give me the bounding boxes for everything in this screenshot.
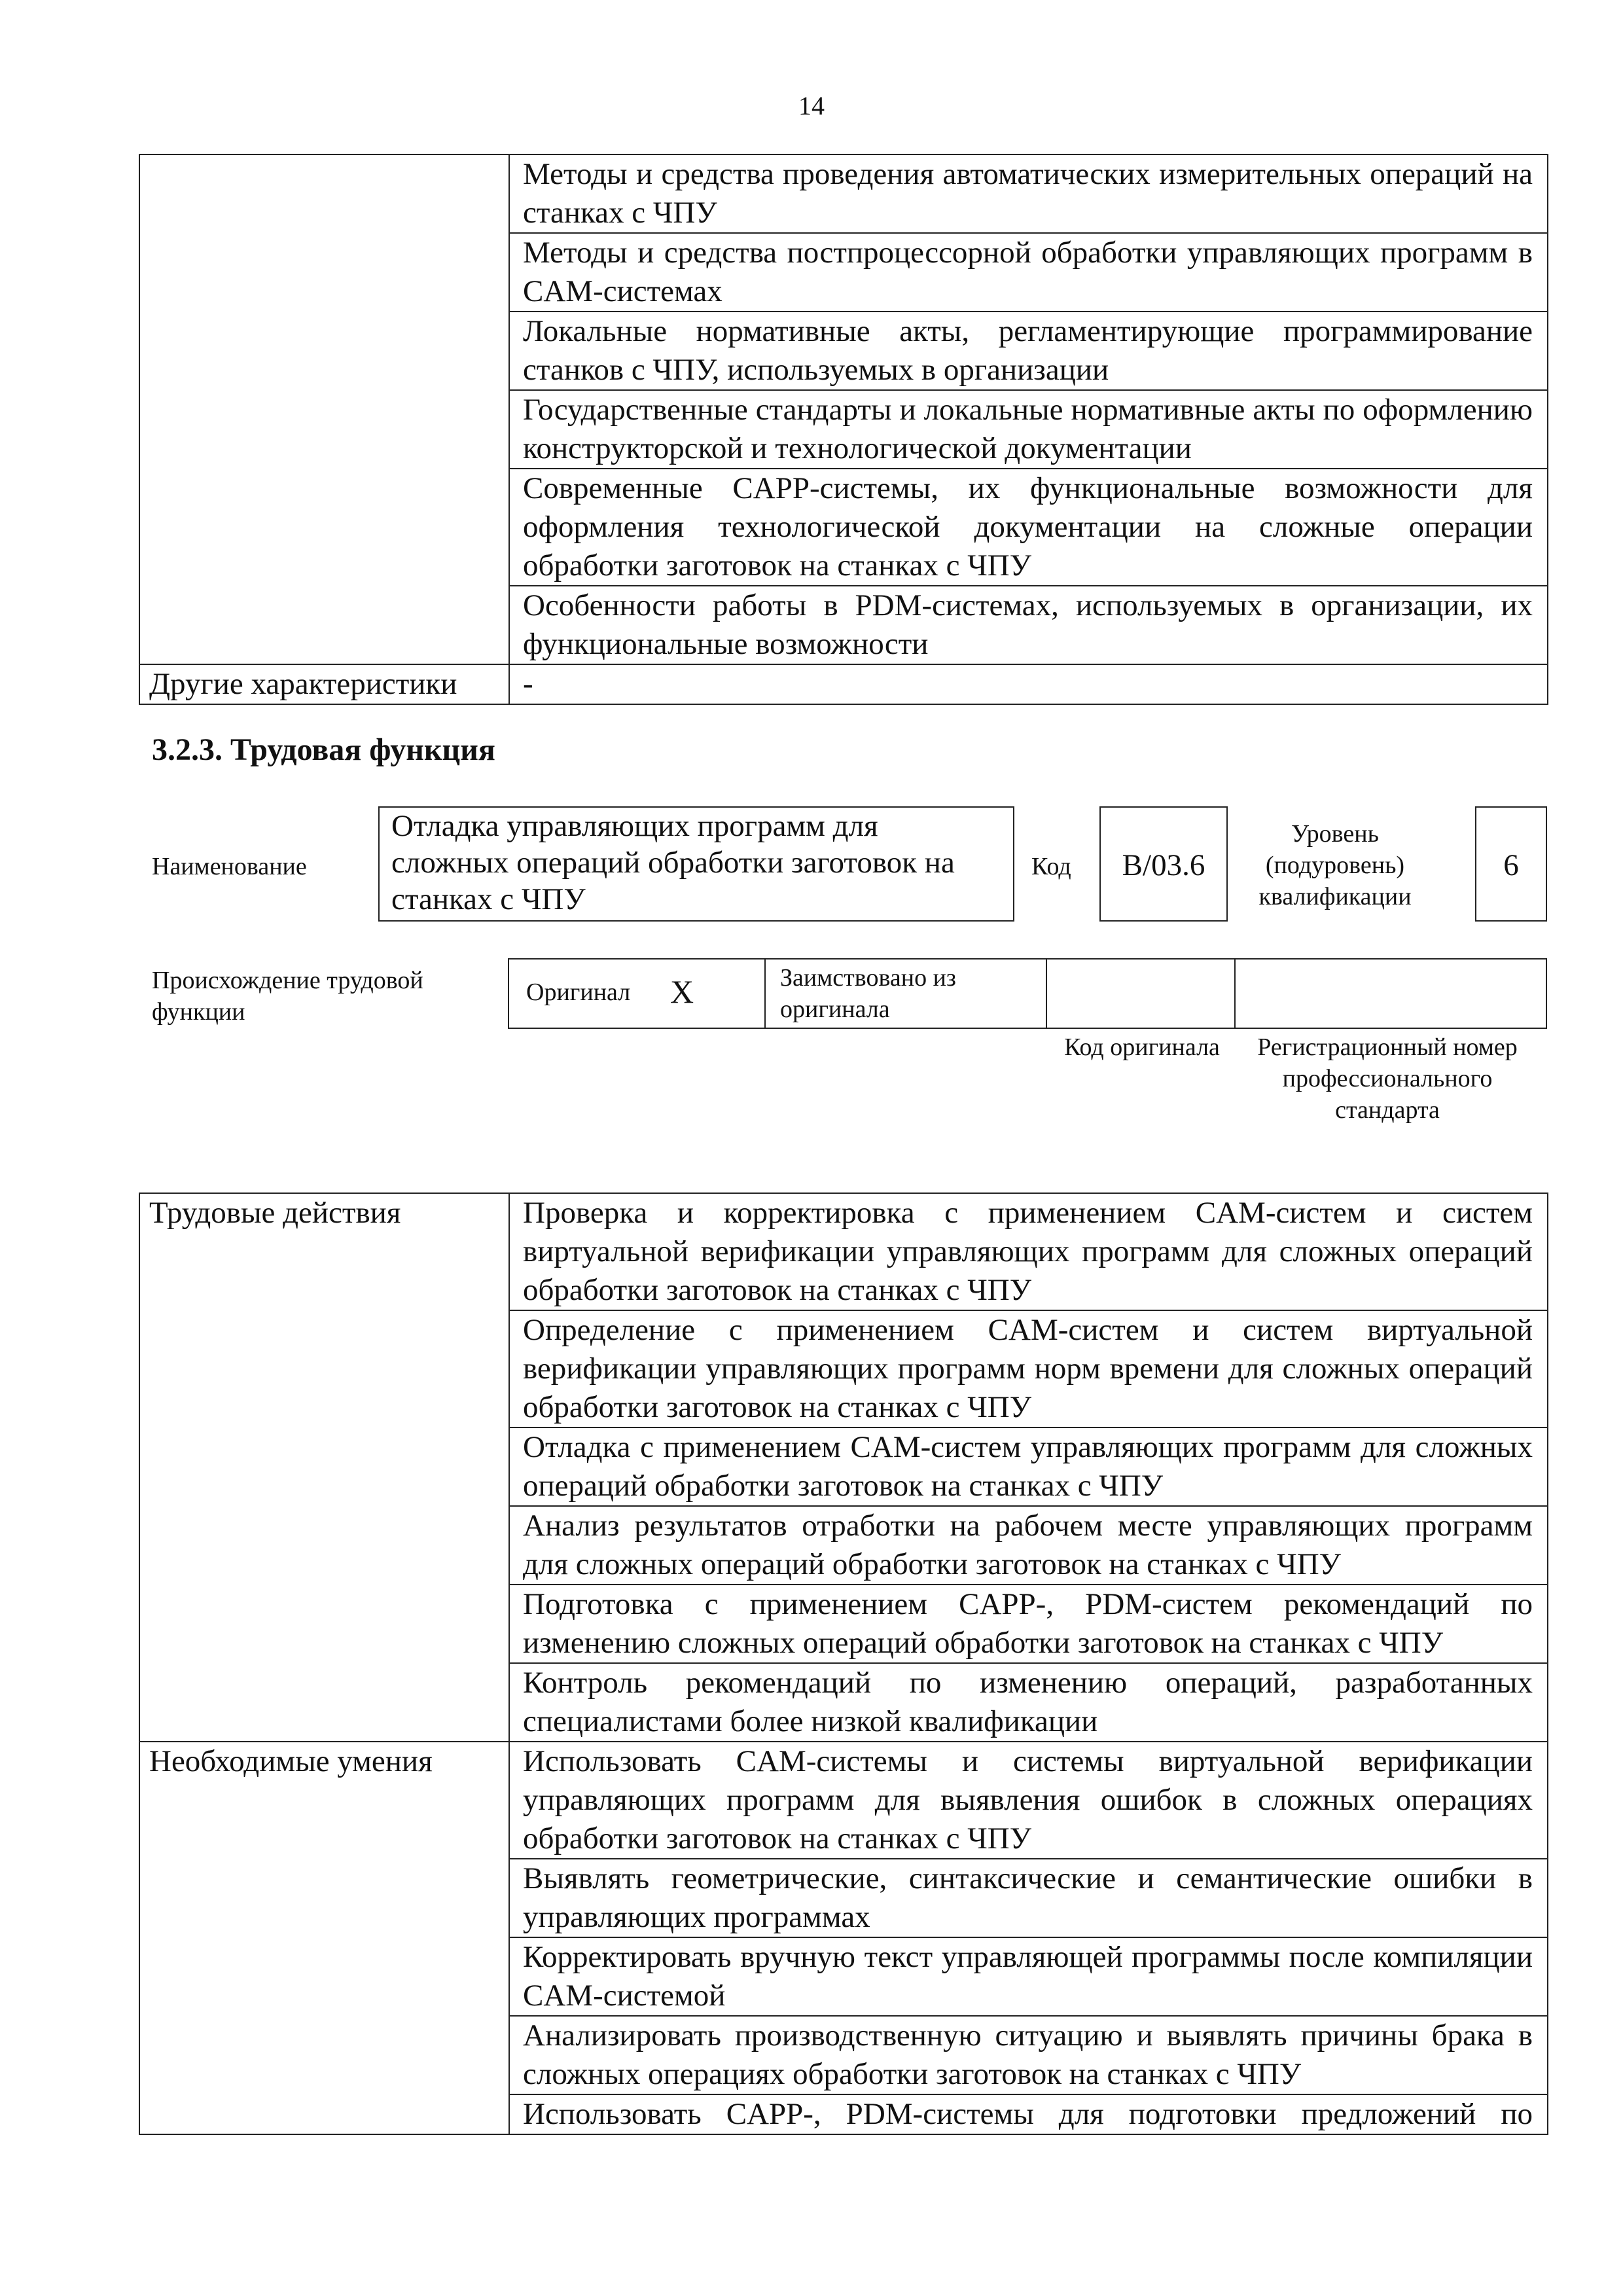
required-skills-label: Необходимые умения: [139, 1742, 509, 2134]
labor-actions-label: Трудовые действия: [139, 1193, 509, 1742]
labor-action-item: Проверка и корректировка с применением CAM-систем и систем виртуальной верификации управляющих программ для сложных операций обработки заготовок на станках с ЧПУ: [509, 1193, 1548, 1310]
knowledge-item: Современные CAPP-системы, их функциональные возможности для оформления технологической документации на сложные операции обработки заготовок на станках с ЧПУ: [509, 469, 1548, 586]
function-name-box: [378, 806, 1014, 922]
table-row: [139, 1193, 1548, 1310]
skill-item: Выявлять геометрические, синтаксические и семантические ошибки в управляющих программах: [509, 1859, 1548, 1937]
labor-action-item: Определение с применением CAM-систем и систем виртуальной верификации управляющих программ норм времени для сложных операций обработки заготовок на станках с ЧПУ: [509, 1310, 1548, 1427]
reg-number-caption: Регистрационный номер профессионального стандарта: [1257, 1033, 1518, 1124]
labor-function-table: [139, 1193, 1548, 2135]
empty-label-cell: [139, 154, 509, 664]
skill-item: Корректировать вручную текст управляющей программы после компиляции CAM-системой: [509, 1937, 1548, 2016]
table-row: [139, 1742, 1548, 1859]
code-value-box: [1099, 806, 1228, 922]
labor-action-item: Отладка с применением CAM-систем управляющих программ для сложных операций обработки заготовок на станках с ЧПУ: [509, 1427, 1548, 1506]
origin-row: [508, 958, 1547, 1029]
table-row: [139, 664, 1548, 704]
labor-action-item: Анализ результатов отработки на рабочем месте управляющих программ для сложных операций обработки заготовок на станках с ЧПУ: [509, 1506, 1548, 1585]
skill-item: Использовать CAPP-, PDM-системы для подготовки предложений по: [509, 2094, 1548, 2134]
knowledge-item: Государственные стандарты и локальные нормативные акты по оформлению конструкторской и технологической документации: [509, 390, 1548, 469]
knowledge-item: Методы и средства постпроцессорной обработки управляющих программ в CAM-системах: [509, 233, 1548, 312]
function-name-value: Отладка управляющих программ для сложных операций обработки заготовок на станках с ЧПУ: [391, 809, 955, 916]
skill-item: Использовать CAM-системы и системы виртуальной верификации управляющих программ для выявления ошибок в сложных операциях обработки заготовок на станках с ЧПУ: [509, 1742, 1548, 1859]
knowledge-item: Локальные нормативные акты, регламентирующие программирование станков с ЧПУ, используемых в организации: [509, 312, 1548, 390]
knowledge-table-continued: [139, 154, 1548, 705]
original-mark: X: [670, 973, 694, 1010]
cell-divider: [1046, 960, 1047, 1028]
level-label: Уровень (подуровень) квалификации: [1258, 820, 1412, 910]
level-value-box: [1475, 806, 1547, 922]
labor-action-item: Контроль рекомендаций по изменению операций, разработанных специалистами более низкой квалификации: [509, 1663, 1548, 1742]
other-characteristics-value: -: [509, 664, 1548, 704]
knowledge-item: Особенности работы в PDM-системах, используемых в организации, их функциональные возможности: [509, 586, 1548, 664]
code-original-caption: Код оригинала: [1064, 1033, 1220, 1061]
labor-action-item: Подготовка с применением CAPP-, PDM-систем рекомендаций по изменению сложных операций обработки заготовок на станках с ЧПУ: [509, 1585, 1548, 1663]
skill-item: Анализировать производственную ситуацию и выявлять причины брака в сложных операциях обработки заготовок на станках с ЧПУ: [509, 2016, 1548, 2094]
other-characteristics-label: Другие характеристики: [139, 664, 509, 704]
level-value: 6: [1503, 848, 1519, 882]
borrowed-label: Заимствовано из оригинала: [780, 964, 956, 1023]
cell-divider: [1234, 960, 1236, 1028]
page-number: 14: [798, 91, 825, 120]
original-label: Оригинал: [526, 978, 631, 1006]
name-label: Наименование: [152, 853, 307, 880]
section-heading: 3.2.3. Трудовая функция: [152, 732, 495, 767]
cell-divider: [764, 960, 766, 1028]
knowledge-item: Методы и средства проведения автоматических измерительных операций на станках с ЧПУ: [509, 154, 1548, 233]
origin-label: Происхождение трудовой функции: [152, 967, 423, 1026]
code-value: B/03.6: [1122, 848, 1205, 882]
table-row: [139, 154, 1548, 233]
code-label: Код: [1031, 853, 1071, 880]
